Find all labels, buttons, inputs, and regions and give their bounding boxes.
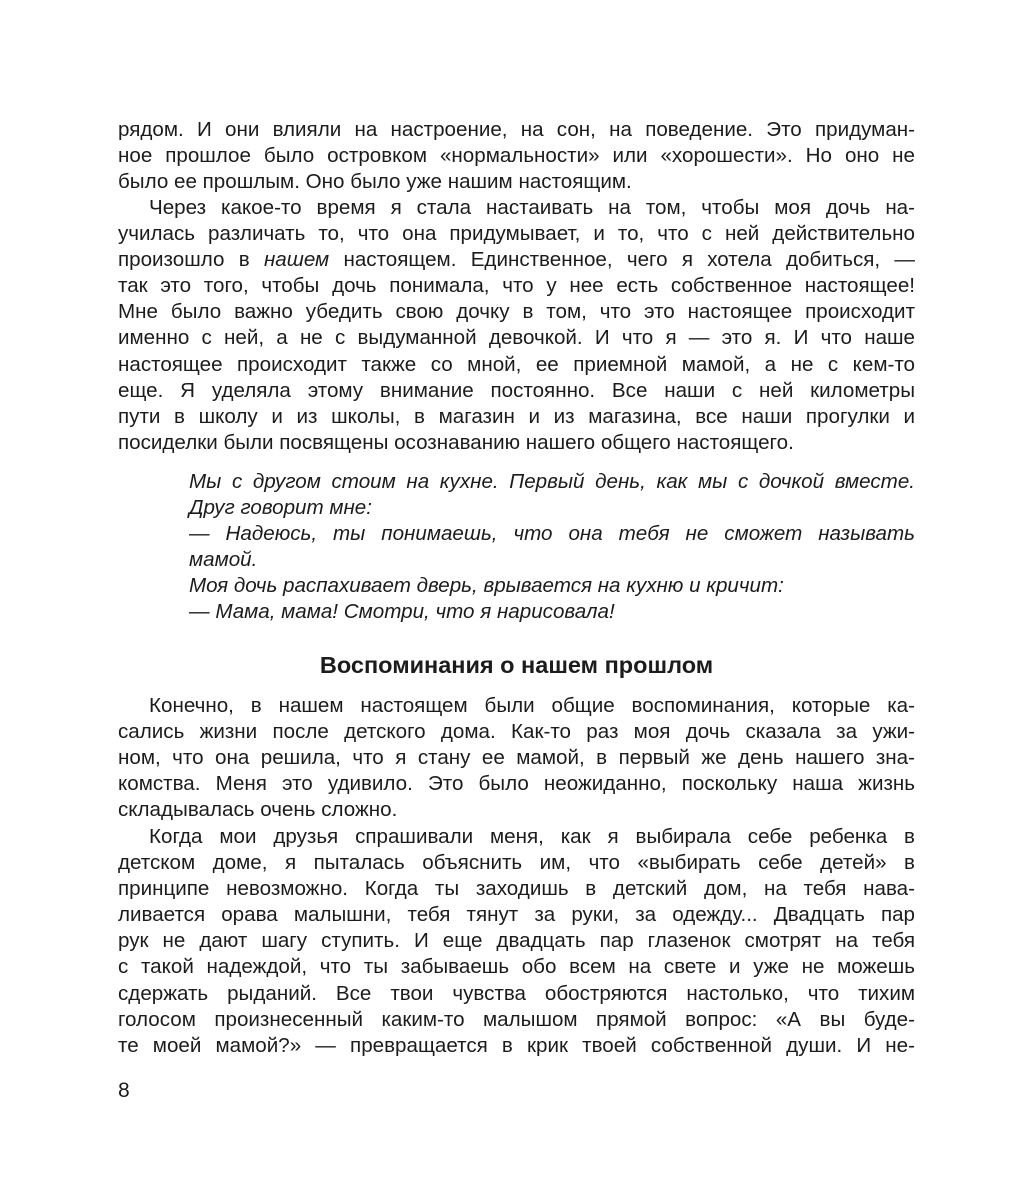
text-run: настоящем. Единственное, чего я хотела добиться, — [329,248,915,272]
intro-paragraph [118,117,915,195]
page-number: 8 [118,1079,130,1102]
quote-block [189,469,915,626]
text-line: комства. Меня это удивило. Это было неожиданно, поскольку наша жизнь [118,772,915,796]
text-line-with-emphasis [118,247,915,273]
text-line: принципе невозможно. Когда ты заходишь в детский дом, на тебя нава- [118,877,915,901]
text-line: ное прошлое было островком «нормальности» или «хорошести». Но оно не [118,144,915,168]
text-line: еще. Я уделяла этому внимание постоянно. Все наши с ней километры [118,378,915,402]
paragraph-present [118,195,915,456]
text-line: складывалась очень сложно. [118,798,398,822]
text-run: произошло в [118,248,264,272]
text-line: Конечно, в нашем настоящем были общие воспоминания, которые ка- [149,694,915,717]
quote-line: мамой. [189,548,258,572]
quote-line: — Надеюсь, ты понимаешь, что она тебя не сможет называть [189,522,915,546]
text-line: настоящее происходит также со мной, ее приемной мамой, а не с кем-то [118,352,915,376]
text-line: сались жизни после детского дома. Как-то раз моя дочь сказала за ужи- [118,720,915,744]
text-line: пути в школу и из школы, в магазин и из магазина, все наши прогулки и [118,404,915,428]
text-line: детском доме, я пыталась объяснить им, что «выбирать себе детей» в [118,851,915,875]
text-line: училась различать то, что она придумывает, и то, что с ней действительно [118,222,915,246]
text-line: сдержать рыданий. Все твои чувства обостряются настолько, что тихим [118,981,915,1005]
emphasis-word: нашем [263,248,330,272]
text-line: Когда мои друзья спрашивали меня, как я выбирала себе ребенка в [149,825,915,848]
text-line: рядом. И они влияли на настроение, на сон, на поведение. Это придуман- [118,118,915,141]
text-line: ном, что она решила, что я стану ее мамой, в первый же день нашего зна- [118,746,915,770]
text-line: ливается орава малышни, тебя тянут за руки, за одежду... Двадцать пар [118,903,915,927]
text-line: посиделки были посвящены осознаванию нашего общего настоящего. [118,430,794,454]
text-line: голосом произнесенный каким-то малышом прямой вопрос: «А вы буде- [118,1007,915,1031]
text-line: было ее прошлым. Оно было уже нашим настоящим. [118,170,632,194]
quote-line: Друг говорит мне: [189,496,372,520]
quote-line: Моя дочь распахивает дверь, врывается на кухню и кричит: [189,574,784,598]
text-line: Через какое-то время я стала настаивать на том, чтобы моя дочь на- [149,196,915,219]
section-heading: Воспоминания о нашем прошлом [319,652,714,678]
quote-line: Мы с другом стоим на кухне. Первый день, как мы с дочкой вместе. [189,470,915,493]
text-line: так это того, чтобы дочь понимала, что у нее есть собственное настоящее! [118,274,915,298]
paragraph-orphanage [118,824,915,1059]
paragraph-memories [118,693,915,823]
text-line: рук не дают шагу ступить. И еще двадцать пар глазенок смотрят на тебя [118,929,915,953]
text-line: именно с ней, а не с выдуманной девочкой. И что я — это я. И что наше [118,326,915,350]
text-line: с такой надеждой, что ты забываешь обо всем на свете и уже не можешь [118,955,915,979]
text-line: Мне было важно убедить свою дочку в том, что это настоящее происходит [118,300,915,324]
quote-line: — Мама, мама! Смотри, что я нарисовала! [189,600,615,624]
text-line: те моей мамой?» — превращается в крик твоей собственной души. И не- [118,1033,915,1057]
